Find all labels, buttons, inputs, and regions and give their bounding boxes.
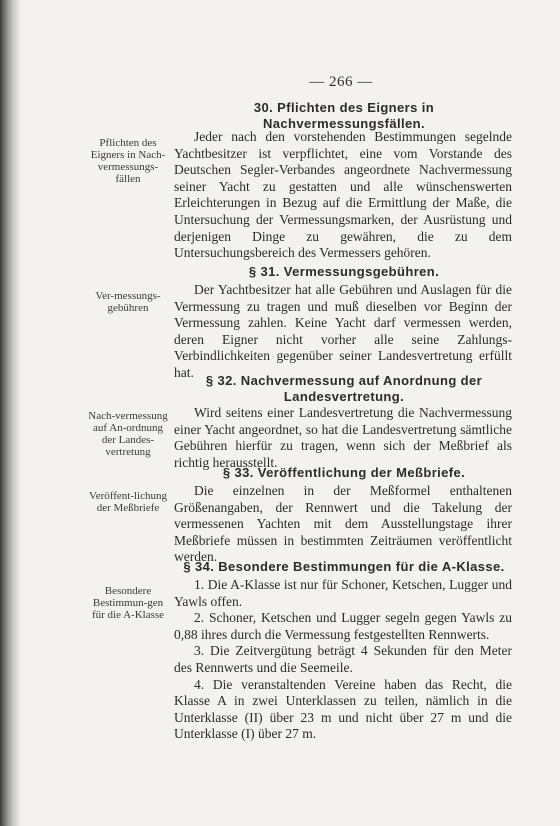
section-34-margin-note: Besondere Bestimmun-gen für die A-Klasse — [91, 585, 165, 621]
section-34-body — [174, 577, 512, 743]
section-32-paragraph-1: Wird seitens einer Landesvertretung die Nachvermessung einer Yacht angeordnet, so hat die Landesvertretung sämtliche Gebühren hierfür zu tragen, wenn sich der Meßbrief als richtig herausstellt. — [174, 405, 512, 470]
section-34-paragraph-1: 1. Die A-Klasse ist nur für Schoner, Ketschen, Lugger und Yawls offen. — [174, 577, 512, 609]
section-33-paragraph-1: Die einzelnen in der Meßformel enthaltenen Größenangaben, der Rennwert und die Takelung der vermessenen Yachten mit dem Ausstellungstage ihrer Meßbriefe müssen in bestimmten Zeiträumen veröffentlicht werden. — [174, 483, 512, 565]
section-32-margin-note: Nach-vermessung auf An-ordnung der Landes-vertretung — [88, 410, 168, 458]
section-34-paragraph-2: 2. Schoner, Ketschen und Lugger segeln gegen Yawls zu 0,88 ihres durch die Vermessung festgestellten Rennwerts. — [174, 610, 512, 642]
section-32-body — [174, 405, 512, 471]
section-30-paragraph-1: Jeder nach den vorstehenden Bestimmungen segelnde Yachtbesitzer ist verpflichtet, eine vom Vorstande des Deutschen Segler-Verbandes angeordnete Nachvermessung seiner Yacht zu gestatten und alle wünschenswerten Erleichterungen in Bezug auf die Ermittlung der Maße, die Untersuchung der Vermessungsmarken, der Ausrüstung und derjenigen Dinge zu gewähren, die zu dem Untersuchungsbereich des Vermessers gehören. — [174, 129, 512, 261]
section-33-body — [174, 483, 512, 566]
section-31-body — [174, 282, 512, 382]
page-number: — 266 — — [309, 74, 373, 90]
section-30-body — [174, 129, 512, 262]
section-31-margin-note: Ver-messungs-gebühren — [95, 290, 161, 314]
book-page — [24, 0, 560, 826]
section-31-heading: § 31. Vermessungsgebühren. — [248, 264, 440, 279]
book-spine-shadow — [0, 0, 20, 826]
section-30-margin-note: Pflichten des Eigners in Nach-vermessungs-fällen — [90, 137, 166, 185]
section-33-heading: § 33. Veröffentlichung der Meßbriefe. — [222, 465, 466, 480]
section-30-heading: 30. Pflichten des Eigners in Nachvermessungsfällen. — [253, 100, 435, 131]
section-34-paragraph-3: 3. Die Zeitvergütung beträgt 4 Sekunden für den Meter des Rennwerts und die Seemeile. — [174, 643, 512, 675]
section-34-paragraph-4: 4. Die veranstaltenden Vereine haben das Recht, die Klasse A in zwei Unterklassen zu teilen, nämlich in die Unterklasse (II) über 23 m und nicht über 27 m und die Unterklasse (I) über 27 m. — [174, 676, 512, 742]
section-32-heading: § 32. Nachvermessung auf Anordnung der Landesvertretung. — [205, 373, 483, 404]
section-31-paragraph-1: Der Yachtbesitzer hat alle Gebühren und Auslagen für die Vermessung zu tragen und muß dieselben vor Beginn der Vermessung zahlen. Keine Yacht darf vermessen werden, deren Eigner nicht vorher alle seine Zahlungs-Verbindlichkeiten gegenüber seiner Landesvertretung erfüllt hat. — [174, 282, 512, 380]
section-34-heading: § 34. Besondere Bestimmungen für die A-Klasse. — [183, 559, 505, 574]
section-33-margin-note: Veröffent-lichung der Meßbriefe — [89, 490, 167, 514]
